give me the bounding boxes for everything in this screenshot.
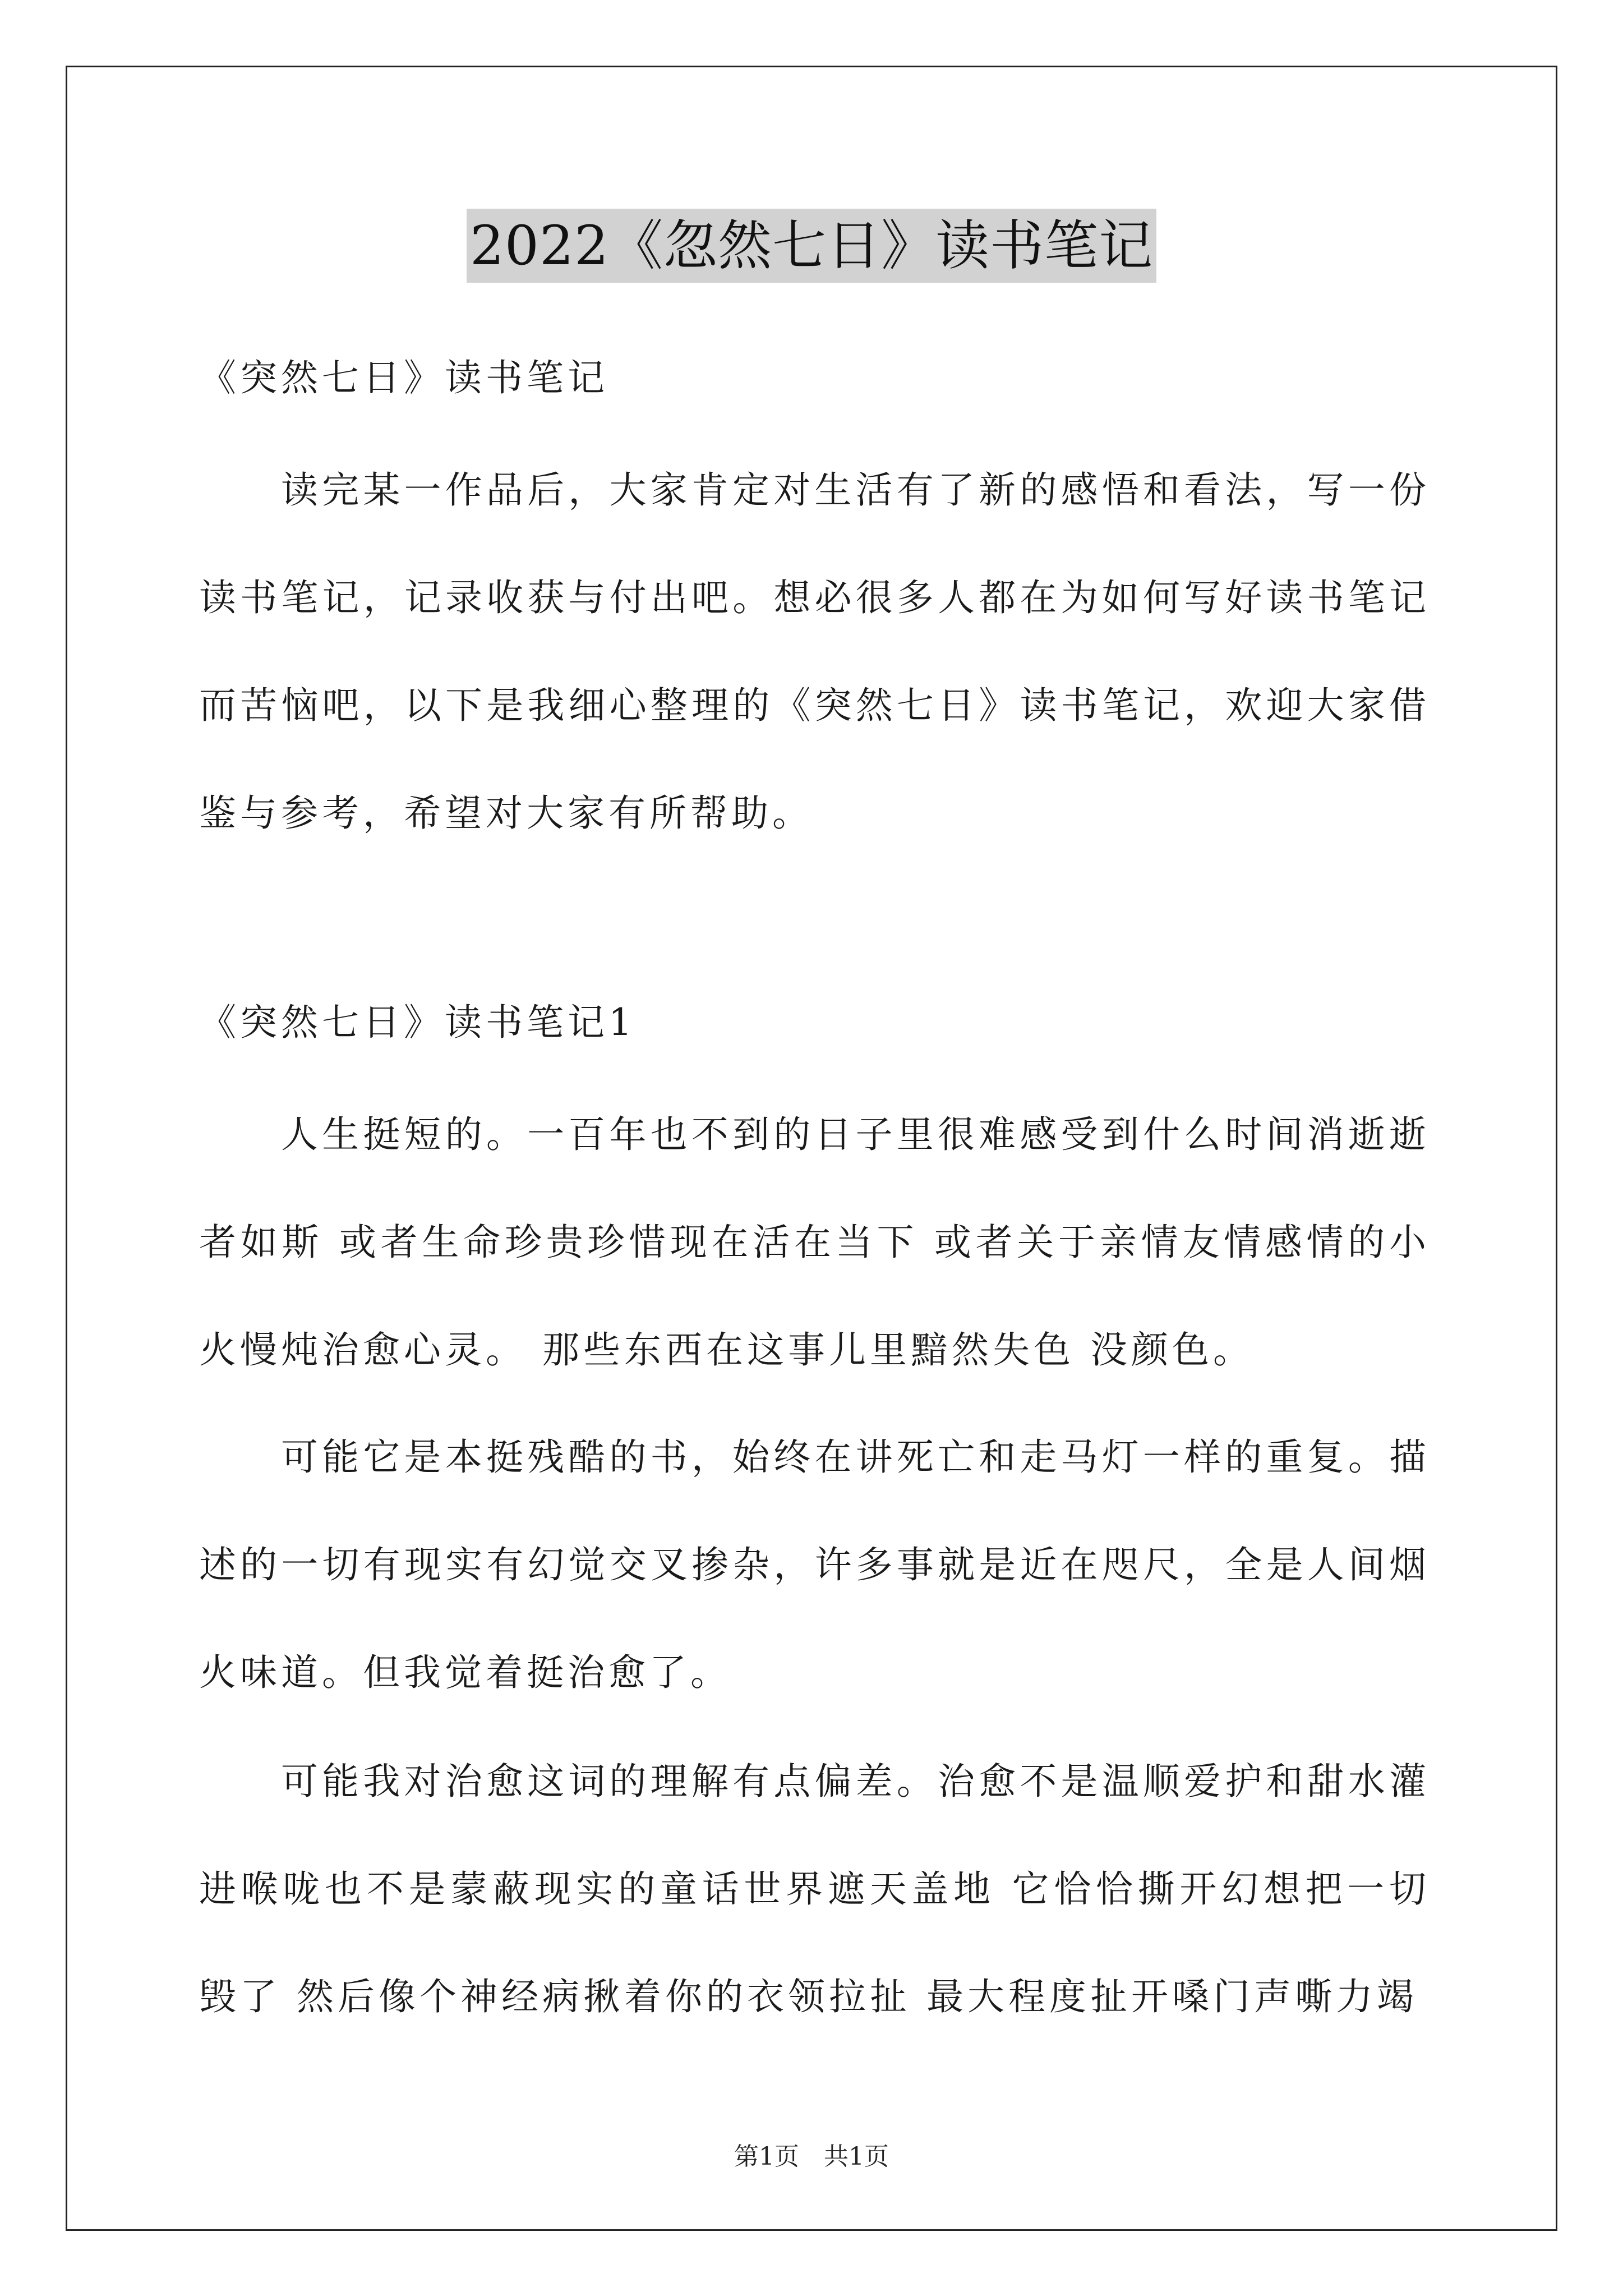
document-title: 2022《忽然七日》读书笔记: [467, 209, 1156, 283]
intro-paragraph: 读完某一作品后，大家肯定对生活有了新的感悟和看法，写一份读书笔记，记录收获与付出吧。想必很多人都在为如何写好读书笔记而苦恼吧，以下是我细心整理的《突然七日》读书笔记，欢迎大家借鉴与参考，希望对大家有所帮助。: [199, 468, 1430, 835]
title-container: [0, 209, 1623, 283]
subheading-note-1: 《突然七日》读书笔记1: [199, 1001, 636, 1044]
paragraph-1: 人生挺短的。一百年也不到的日子里很难感受到什么时间消逝逝者如斯 或者生命珍贵珍惜现在活在当下 或者关于亲情友情感情的小火慢炖治愈心灵。 那些东西在这事儿里黯然失色 没颜色。: [199, 1113, 1430, 1372]
paragraph-3: 可能我对治愈这词的理解有点偏差。治愈不是温顺爱护和甜水灌进喉咙也不是蒙蔽现实的童话世界遮天盖地 它恰恰撕开幻想把一切毁了 然后像个神经病揪着你的衣领拉扯 最大程度扯开嗓门声嘶力竭: [199, 1760, 1430, 2018]
subheading-intro: 《突然七日》读书笔记: [199, 356, 608, 399]
paragraph-2: 可能它是本挺残酷的书，始终在讲死亡和走马灯一样的重复。描述的一切有现实有幻觉交叉掺杂，许多事就是近在咫尺，全是人间烟火味道。但我觉着挺治愈了。: [199, 1435, 1430, 1694]
page-footer: 第1页 共1页: [734, 2142, 889, 2171]
